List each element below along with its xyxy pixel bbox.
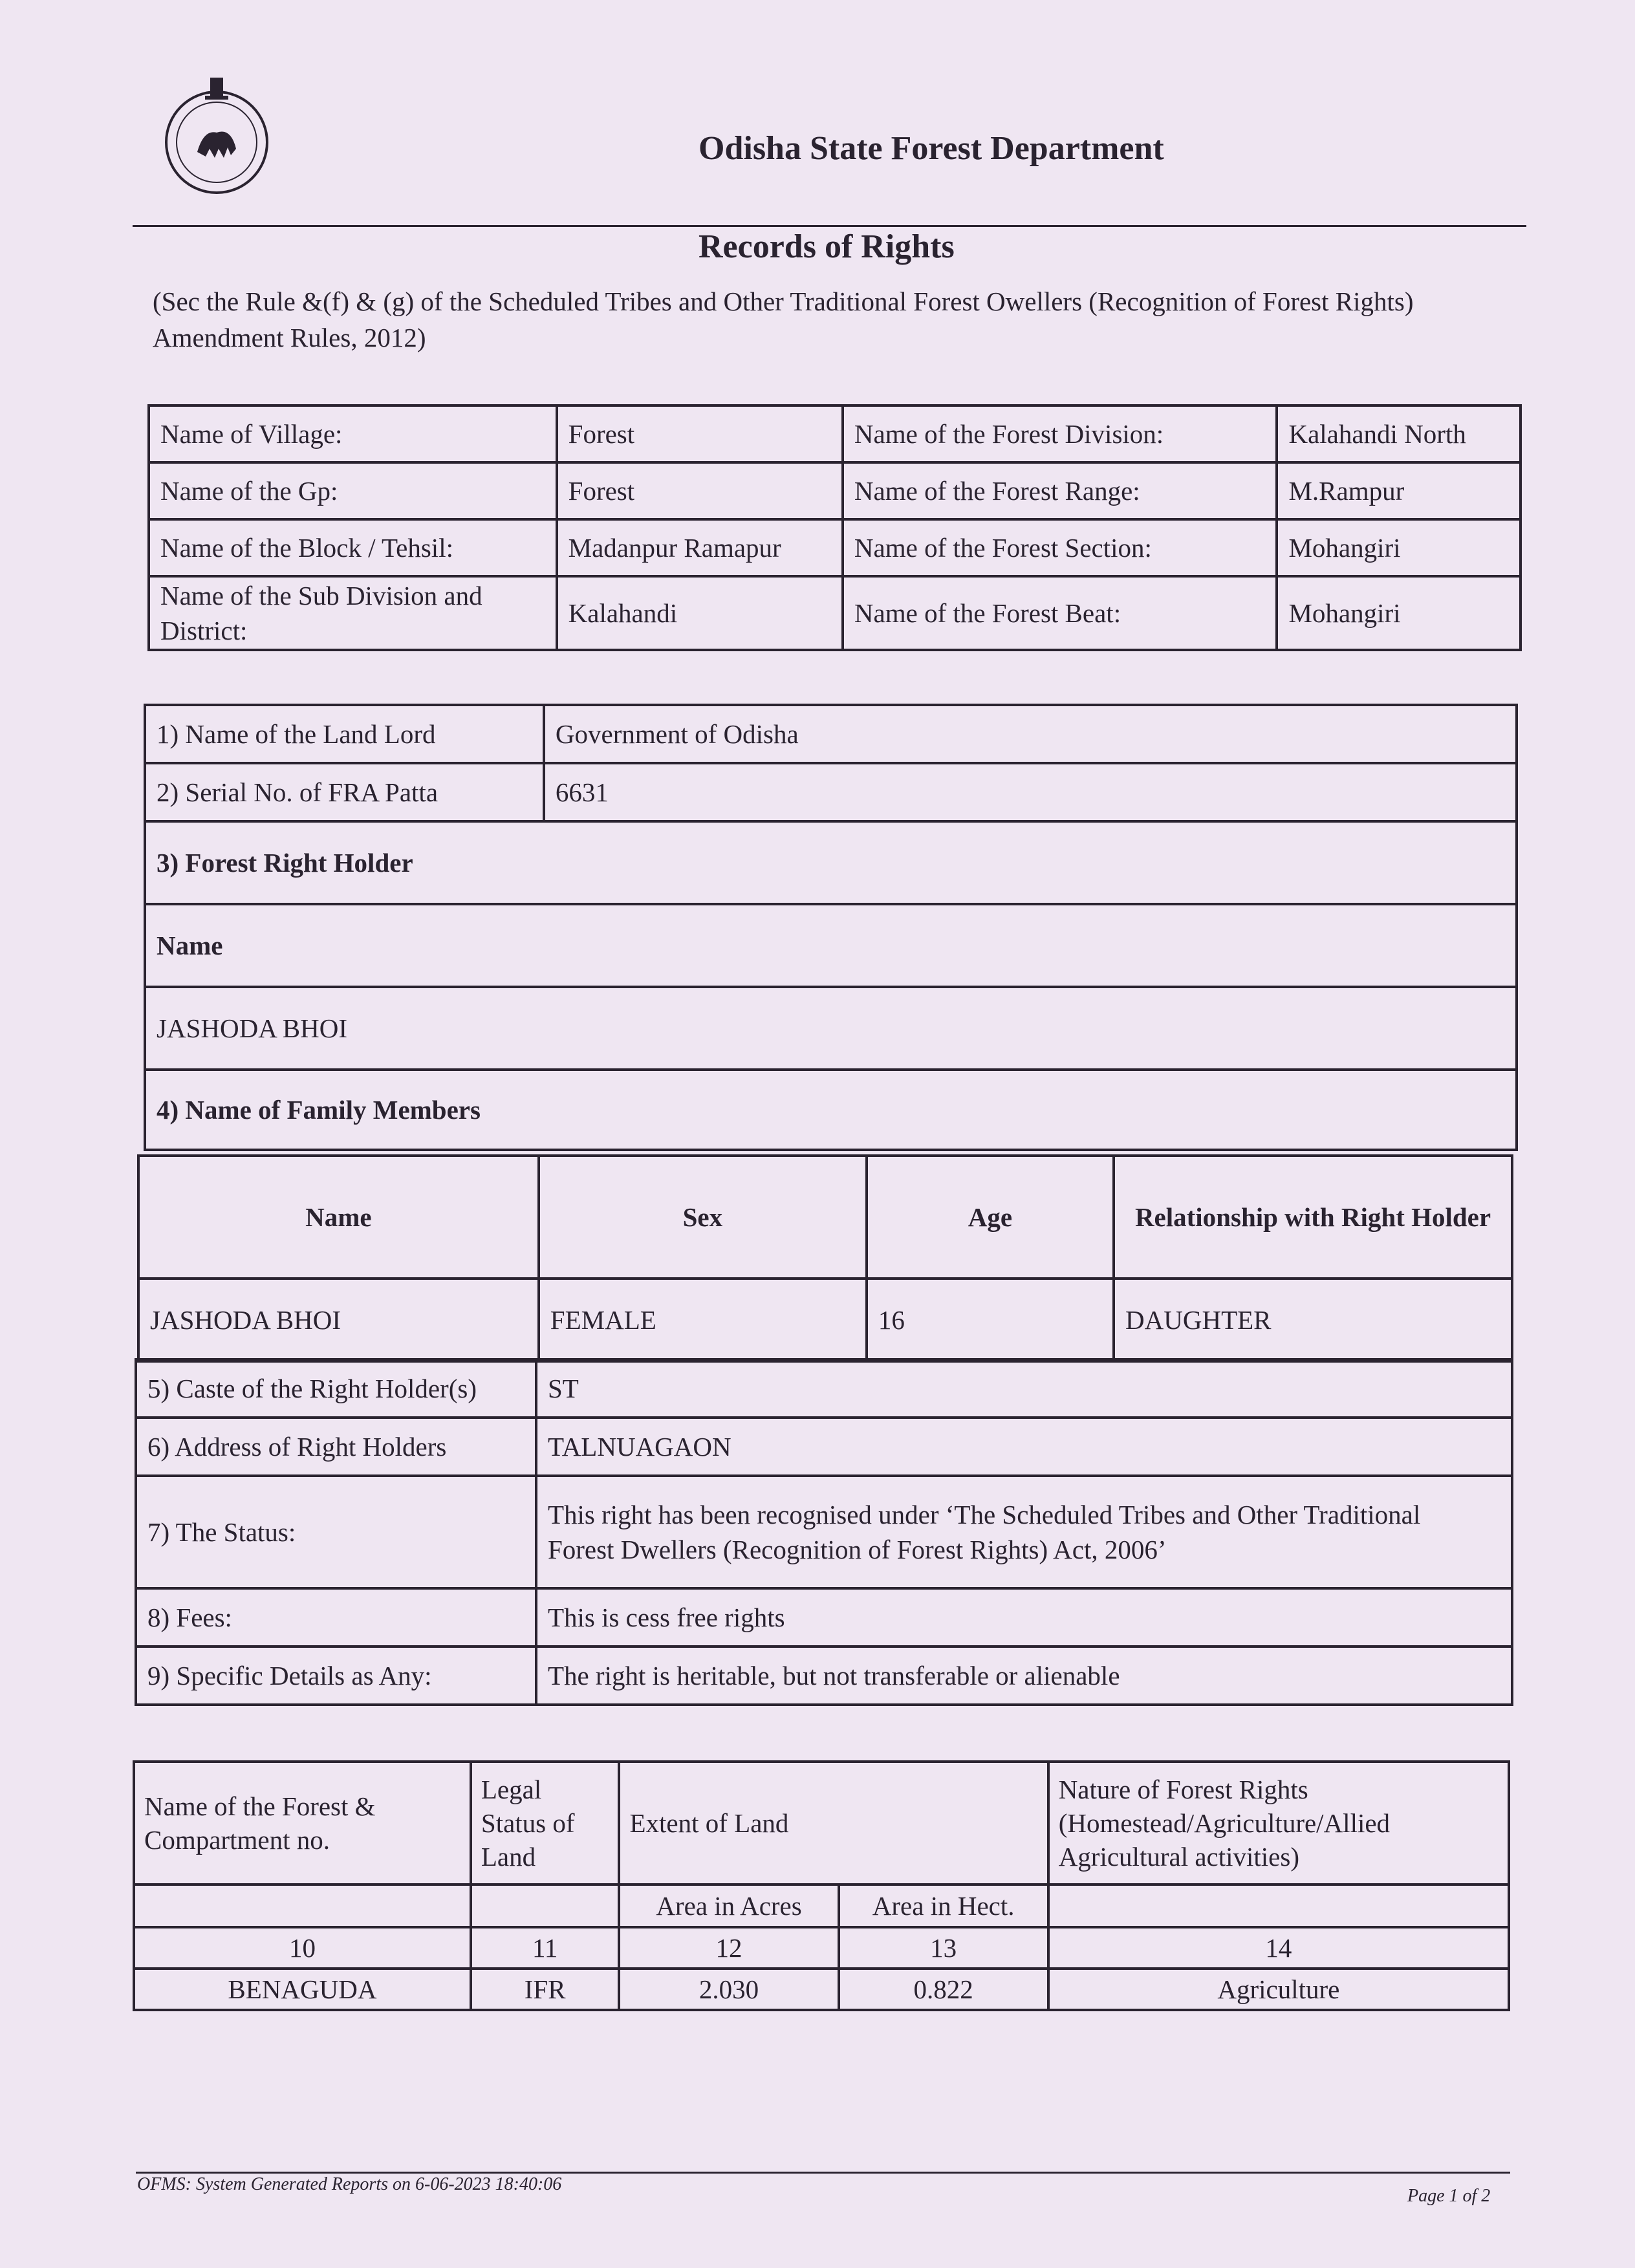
details-table <box>135 1358 1513 1706</box>
column-number: 14 <box>1048 1927 1509 1969</box>
family-name-header: Name <box>138 1156 539 1279</box>
family-member-relationship: DAUGHTER <box>1114 1279 1512 1361</box>
table-row <box>149 462 1521 519</box>
caste-value: ST <box>536 1359 1512 1418</box>
empty-cell <box>471 1885 620 1927</box>
forest-compartment-header: Name of the Forest & Compartment no. <box>134 1762 471 1885</box>
family-heading: 4) Name of Family Members <box>145 1070 1517 1150</box>
footer-divider <box>136 2172 1510 2174</box>
header-divider <box>133 225 1526 227</box>
right-holder-heading: 3) Forest Right Holder <box>145 821 1517 904</box>
specific-label: 9) Specific Details as Any: <box>136 1647 536 1705</box>
table-row <box>136 1418 1512 1476</box>
empty-cell <box>1048 1885 1509 1927</box>
document-title: Records of Rights <box>698 228 955 265</box>
forest-name-value: BENAGUDA <box>134 1969 471 2010</box>
family-member-sex: FEMALE <box>539 1279 867 1361</box>
forest-division-label: Name of the Forest Division: <box>843 405 1277 462</box>
location-table <box>147 404 1522 651</box>
footer-generated-note: OFMS: System Generated Reports on 6-06-2023 18:40:06 <box>137 2174 562 2194</box>
table-row <box>136 1476 1512 1588</box>
family-sex-header: Sex <box>539 1156 867 1279</box>
family-members-table <box>137 1154 1513 1363</box>
family-member-age: 16 <box>867 1279 1114 1361</box>
column-number: 12 <box>619 1927 838 1969</box>
family-member-name: JASHODA BHOI <box>138 1279 539 1361</box>
right-holder-name: JASHODA BHOI <box>145 987 1517 1070</box>
specific-value: The right is heritable, but not transferable or alienable <box>536 1647 1512 1705</box>
column-number: 11 <box>471 1927 620 1969</box>
address-label: 6) Address of Right Holders <box>136 1418 536 1476</box>
status-line-2: Forest Dwellers (Recognition of Forest Rights) Act, 2006’ <box>547 1535 1167 1564</box>
table-row <box>145 763 1517 821</box>
forest-beat-value: Mohangiri <box>1277 576 1521 650</box>
column-number: 13 <box>839 1927 1048 1969</box>
block-label: Name of the Block / Tehsil: <box>149 519 557 576</box>
family-relationship-header: Relationship with Right Holder <box>1114 1156 1512 1279</box>
block-value: Madanpur Ramapur <box>557 519 843 576</box>
village-label: Name of Village: <box>149 405 557 462</box>
table-row <box>145 987 1517 1070</box>
table-row <box>138 1279 1512 1361</box>
subdivision-value: Kalahandi <box>557 576 843 650</box>
village-value: Forest <box>557 405 843 462</box>
table-row <box>149 519 1521 576</box>
empty-cell <box>134 1885 471 1927</box>
table-row <box>145 705 1517 763</box>
fees-value: This is cess free rights <box>536 1588 1512 1647</box>
odisha-emblem-logo <box>158 71 275 207</box>
gp-value: Forest <box>557 462 843 519</box>
nature-header: Nature of Forest Rights (Homestead/Agriculture/Allied Agricultural activities) <box>1048 1762 1509 1885</box>
fees-label: 8) Fees: <box>136 1588 536 1647</box>
family-age-header: Age <box>867 1156 1114 1279</box>
table-row <box>145 821 1517 904</box>
land-lord-value: Government of Odisha <box>544 705 1517 763</box>
legal-status-header: Legal Status of Land <box>471 1762 620 1885</box>
forest-division-value: Kalahandi North <box>1277 405 1521 462</box>
table-row <box>149 576 1521 650</box>
table-header-row <box>134 1762 1509 1885</box>
area-acres-value: 2.030 <box>619 1969 838 2010</box>
serial-label: 2) Serial No. of FRA Patta <box>145 763 544 821</box>
table-row <box>136 1588 1512 1647</box>
department-title: Odisha State Forest Department <box>698 130 1164 167</box>
extent-header: Extent of Land <box>619 1762 1048 1885</box>
table-row <box>136 1647 1512 1705</box>
status-line-1: This right has been recognised under ‘The Scheduled Tribes and Other Traditional <box>547 1500 1421 1529</box>
caste-label: 5) Caste of the Right Holder(s) <box>136 1359 536 1418</box>
nature-value: Agriculture <box>1048 1969 1509 2010</box>
forest-beat-label: Name of the Forest Beat: <box>843 576 1277 650</box>
table-row <box>149 405 1521 462</box>
status-label: 7) The Status: <box>136 1476 536 1588</box>
page-number: Page 1 of 2 <box>1407 2186 1491 2206</box>
column-number: 10 <box>134 1927 471 1969</box>
table-row <box>145 1070 1517 1150</box>
table-header-row <box>138 1156 1512 1279</box>
legal-status-value: IFR <box>471 1969 620 2010</box>
gp-label: Name of the Gp: <box>149 462 557 519</box>
forest-section-value: Mohangiri <box>1277 519 1521 576</box>
subdivision-label: Name of the Sub Division and District: <box>149 576 557 650</box>
area-hect-header: Area in Hect. <box>839 1885 1048 1927</box>
area-acres-header: Area in Acres <box>619 1885 838 1927</box>
table-row <box>145 904 1517 987</box>
table-number-row <box>134 1927 1509 1969</box>
land-lord-label: 1) Name of the Land Lord <box>145 705 544 763</box>
address-value: TALNUAGAON <box>536 1418 1512 1476</box>
forest-range-label: Name of the Forest Range: <box>843 462 1277 519</box>
area-hect-value: 0.822 <box>839 1969 1048 2010</box>
land-details-table <box>133 1760 1510 2011</box>
serial-value: 6631 <box>544 763 1517 821</box>
table-row <box>134 1969 1509 2010</box>
document-subtitle: (Sec the Rule &(f) & (g) of the Scheduled Tribes and Other Traditional Forest Owellers (Recognition of Forest Rights) Amendment Rules, 2012) <box>153 286 1414 352</box>
forest-range-value: M.Rampur <box>1277 462 1521 519</box>
name-heading: Name <box>145 904 1517 987</box>
forest-section-label: Name of the Forest Section: <box>843 519 1277 576</box>
table-row <box>136 1359 1512 1418</box>
table-subheader-row <box>134 1885 1509 1927</box>
status-value <box>536 1476 1512 1588</box>
holder-table <box>144 704 1518 1151</box>
